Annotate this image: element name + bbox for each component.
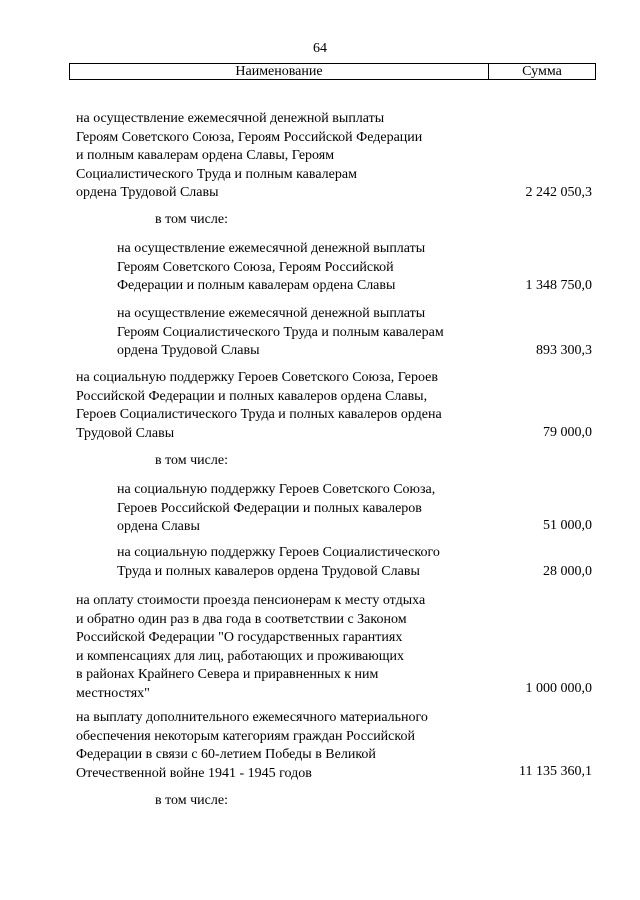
subheading: в том числе:: [155, 793, 228, 808]
list-item: [117, 240, 425, 296]
entry-amount: 2 242 050,3: [525, 185, 592, 200]
entry-text: на социальную поддержку Героев Советского Союза, Героев Российской Федерации и полных кавалеров ордена Славы, Героев Социалистического Труда и полных кавалеров ордена Трудовой Славы: [76, 370, 442, 441]
entry-amount: 1 348 750,0: [525, 278, 592, 293]
entry-text: на социальную поддержку Героев Советского Союза, Героев Российской Федерации и полных кавалеров ордена Славы: [117, 482, 436, 535]
page-number: 64: [313, 41, 327, 56]
entry-text: на осуществление ежемесячной денежной выплаты Героям Советского Союза, Героям Российской Федерации и полным кавалерам ордена Славы, Героям Социалистического Труда и полным кавалерам ордена Трудовой Славы: [76, 111, 423, 201]
list-item: [76, 592, 425, 704]
list-item: [76, 369, 442, 443]
entry-amount: 79 000,0: [543, 425, 592, 440]
table-header: [69, 63, 596, 80]
list-item: [76, 110, 422, 203]
entry-text: на выплату дополнительного ежемесячного материального обеспечения некоторым категориям граждан Российской Федерации в связи с 60-летием Победы в Великой Отечественной войне 1941 - 1945 годов: [76, 710, 428, 781]
header-name-column: Наименование: [70, 64, 489, 79]
entry-text: на осуществление ежемесячной денежной выплаты Героям Советского Союза, Героям Российской Федерации и полным кавалерам ордена Славы: [117, 241, 426, 294]
list-item: [117, 481, 435, 537]
entry-text: на социальную поддержку Героев Социалистического Труда и полных кавалеров ордена Трудовой Славы: [117, 545, 440, 579]
header-sum-column: Сумма: [522, 64, 562, 79]
entry-amount: 893 300,3: [536, 343, 592, 358]
subheading: в том числе:: [155, 212, 228, 227]
list-item: [117, 544, 440, 581]
entry-text: на оплату стоимости проезда пенсионерам к месту отдыха и обратно один раз в два года в соответствии с Законом Российской Федерации "О государственных гарантиях и компенсациях для лиц, работающих и проживающих в районах Крайнего Севера и приравненных к ним местностях": [76, 593, 426, 701]
list-item: [117, 305, 444, 361]
list-item: [76, 709, 428, 783]
entry-amount: 11 135 360,1: [519, 764, 592, 779]
entry-amount: 28 000,0: [543, 564, 592, 579]
entry-text: на осуществление ежемесячной денежной выплаты Героям Социалистического Труда и полным кавалерам ордена Трудовой Славы: [117, 306, 444, 359]
subheading: в том числе:: [155, 453, 228, 468]
entry-amount: 51 000,0: [543, 518, 592, 533]
entry-amount: 1 000 000,0: [525, 681, 592, 696]
